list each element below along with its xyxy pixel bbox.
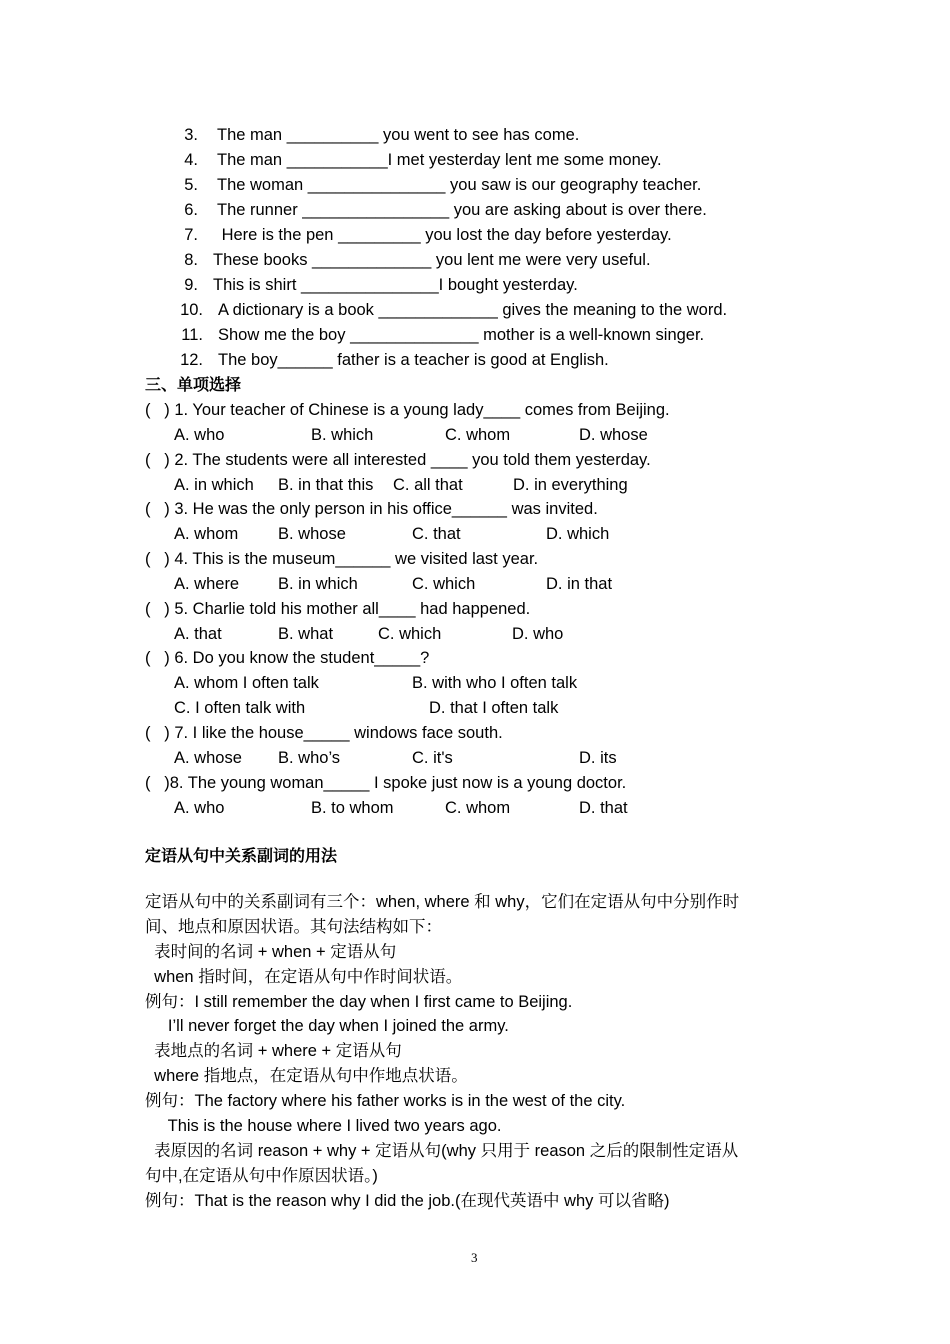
item-text: The man __________ you went to see has come. xyxy=(217,126,580,144)
question-text: ( ) 6. Do you know the student_____? xyxy=(145,649,430,667)
option: C. whom xyxy=(445,426,511,444)
option: D. whose xyxy=(579,426,648,444)
option: D. which xyxy=(546,525,610,543)
option: A. whom xyxy=(174,525,239,543)
option: A. that xyxy=(174,625,222,643)
item-text: A dictionary is a book _____________ gives the meaning to the word. xyxy=(218,301,728,319)
item-text: The woman _______________ you saw is our geography teacher. xyxy=(217,176,702,194)
item-number: 9. xyxy=(184,276,198,294)
usage-line: 表地点的名词 + where + 定语从句 xyxy=(145,1042,402,1060)
option: A. where xyxy=(174,575,240,593)
option: A. whom I often talk xyxy=(174,674,319,692)
option: D. that I often talk xyxy=(429,699,559,717)
item-text: Show me the boy ______________ mother is a well-known singer. xyxy=(218,326,705,344)
option: C. which xyxy=(378,625,442,643)
option: D. in everything xyxy=(513,476,628,494)
usage-line: 表原因的名词 reason + why + 定语从句(why 只用于 reason 之后的限制性定语从 xyxy=(145,1142,739,1160)
question-text: ( ) 2. The students were all interested ____ you told them yesterday. xyxy=(145,451,651,469)
item-text: These books _____________ you lent me were very useful. xyxy=(213,251,651,269)
option: C. all that xyxy=(393,476,463,494)
item-text: This is shirt _______________I bought yesterday. xyxy=(213,276,578,294)
usage-line: 例句：I still remember the day when I first came to Beijing. xyxy=(145,993,573,1011)
option: B. in which xyxy=(278,575,358,593)
usage-line: 例句：The factory where his father works is in the west of the city. xyxy=(145,1092,626,1110)
usage-line: 表时间的名词 + when + 定语从句 xyxy=(145,943,397,961)
option: B. whose xyxy=(278,525,346,543)
page-number: 3 xyxy=(471,1250,478,1265)
option: A. whose xyxy=(174,749,242,767)
option: B. with who I often talk xyxy=(412,674,578,692)
option: C. it's xyxy=(412,749,453,767)
item-number: 8. xyxy=(184,251,198,269)
option: C. I often talk with xyxy=(174,699,306,717)
usage-title: 定语从句中关系副词的用法 xyxy=(145,846,338,865)
item-text: The man ___________I met yesterday lent me some money. xyxy=(217,151,662,169)
option: D. that xyxy=(579,799,628,817)
item-number: 3. xyxy=(184,126,198,144)
item-number: 10. xyxy=(180,301,203,319)
option: B. to whom xyxy=(311,799,394,817)
option: C. whom xyxy=(445,799,511,817)
option: D. its xyxy=(579,749,617,767)
option: D. who xyxy=(512,625,564,643)
usage-line: 例句：That is the reason why I did the job.(在现代英语中 why 可以省略) xyxy=(145,1192,670,1210)
item-number: 6. xyxy=(184,201,198,219)
option: A. in which xyxy=(174,476,254,494)
question-text: ( ) 4. This is the museum______ we visited last year. xyxy=(145,550,539,568)
item-number: 11. xyxy=(181,326,203,344)
option: A. who xyxy=(174,426,225,444)
usage-line: 句中,在定语从句中作原因状语。) xyxy=(145,1167,378,1185)
item-text: The boy______ father is a teacher is good at English. xyxy=(218,351,609,369)
question-text: ( )8. The young woman_____ I spoke just now is a young doctor. xyxy=(145,774,627,792)
option: B. who’s xyxy=(278,749,341,767)
usage-line: where 指地点，在定语从句中作地点状语。 xyxy=(145,1067,468,1085)
question-text: ( ) 1. Your teacher of Chinese is a young lady____ comes from Beijing. xyxy=(145,401,670,419)
option: B. in that this xyxy=(278,476,374,494)
usage-line: 定语从句中的关系副词有三个：when, where 和 why，它们在定语从句中分别作时 xyxy=(145,893,740,911)
item-text: The runner ________________ you are asking about is over there. xyxy=(217,201,707,219)
option: B. what xyxy=(278,625,334,643)
question-text: ( ) 5. Charlie told his mother all____ had happened. xyxy=(145,600,531,618)
question-text: ( ) 3. He was the only person in his office______ was invited. xyxy=(145,500,598,518)
section-title: 三、单项选择 xyxy=(145,375,242,394)
option: A. who xyxy=(174,799,225,817)
usage-line: I’ll never forget the day when I joined the army. xyxy=(145,1017,509,1035)
question-text: ( ) 7. I like the house_____ windows face south. xyxy=(145,724,503,742)
usage-line: when 指时间，在定语从句中作时间状语。 xyxy=(145,968,463,986)
item-text: Here is the pen _________ you lost the day before yesterday. xyxy=(217,226,672,244)
item-number: 12. xyxy=(180,351,203,369)
option: C. that xyxy=(412,525,461,543)
option: C. which xyxy=(412,575,476,593)
item-number: 4. xyxy=(184,151,198,169)
option: B. which xyxy=(311,426,374,444)
item-number: 7. xyxy=(184,226,198,244)
item-number: 5. xyxy=(184,176,198,194)
usage-line: 间、地点和原因状语。其句法结构如下： xyxy=(145,918,442,936)
usage-line: This is the house where I lived two years ago. xyxy=(145,1117,502,1135)
option: D. in that xyxy=(546,575,613,593)
